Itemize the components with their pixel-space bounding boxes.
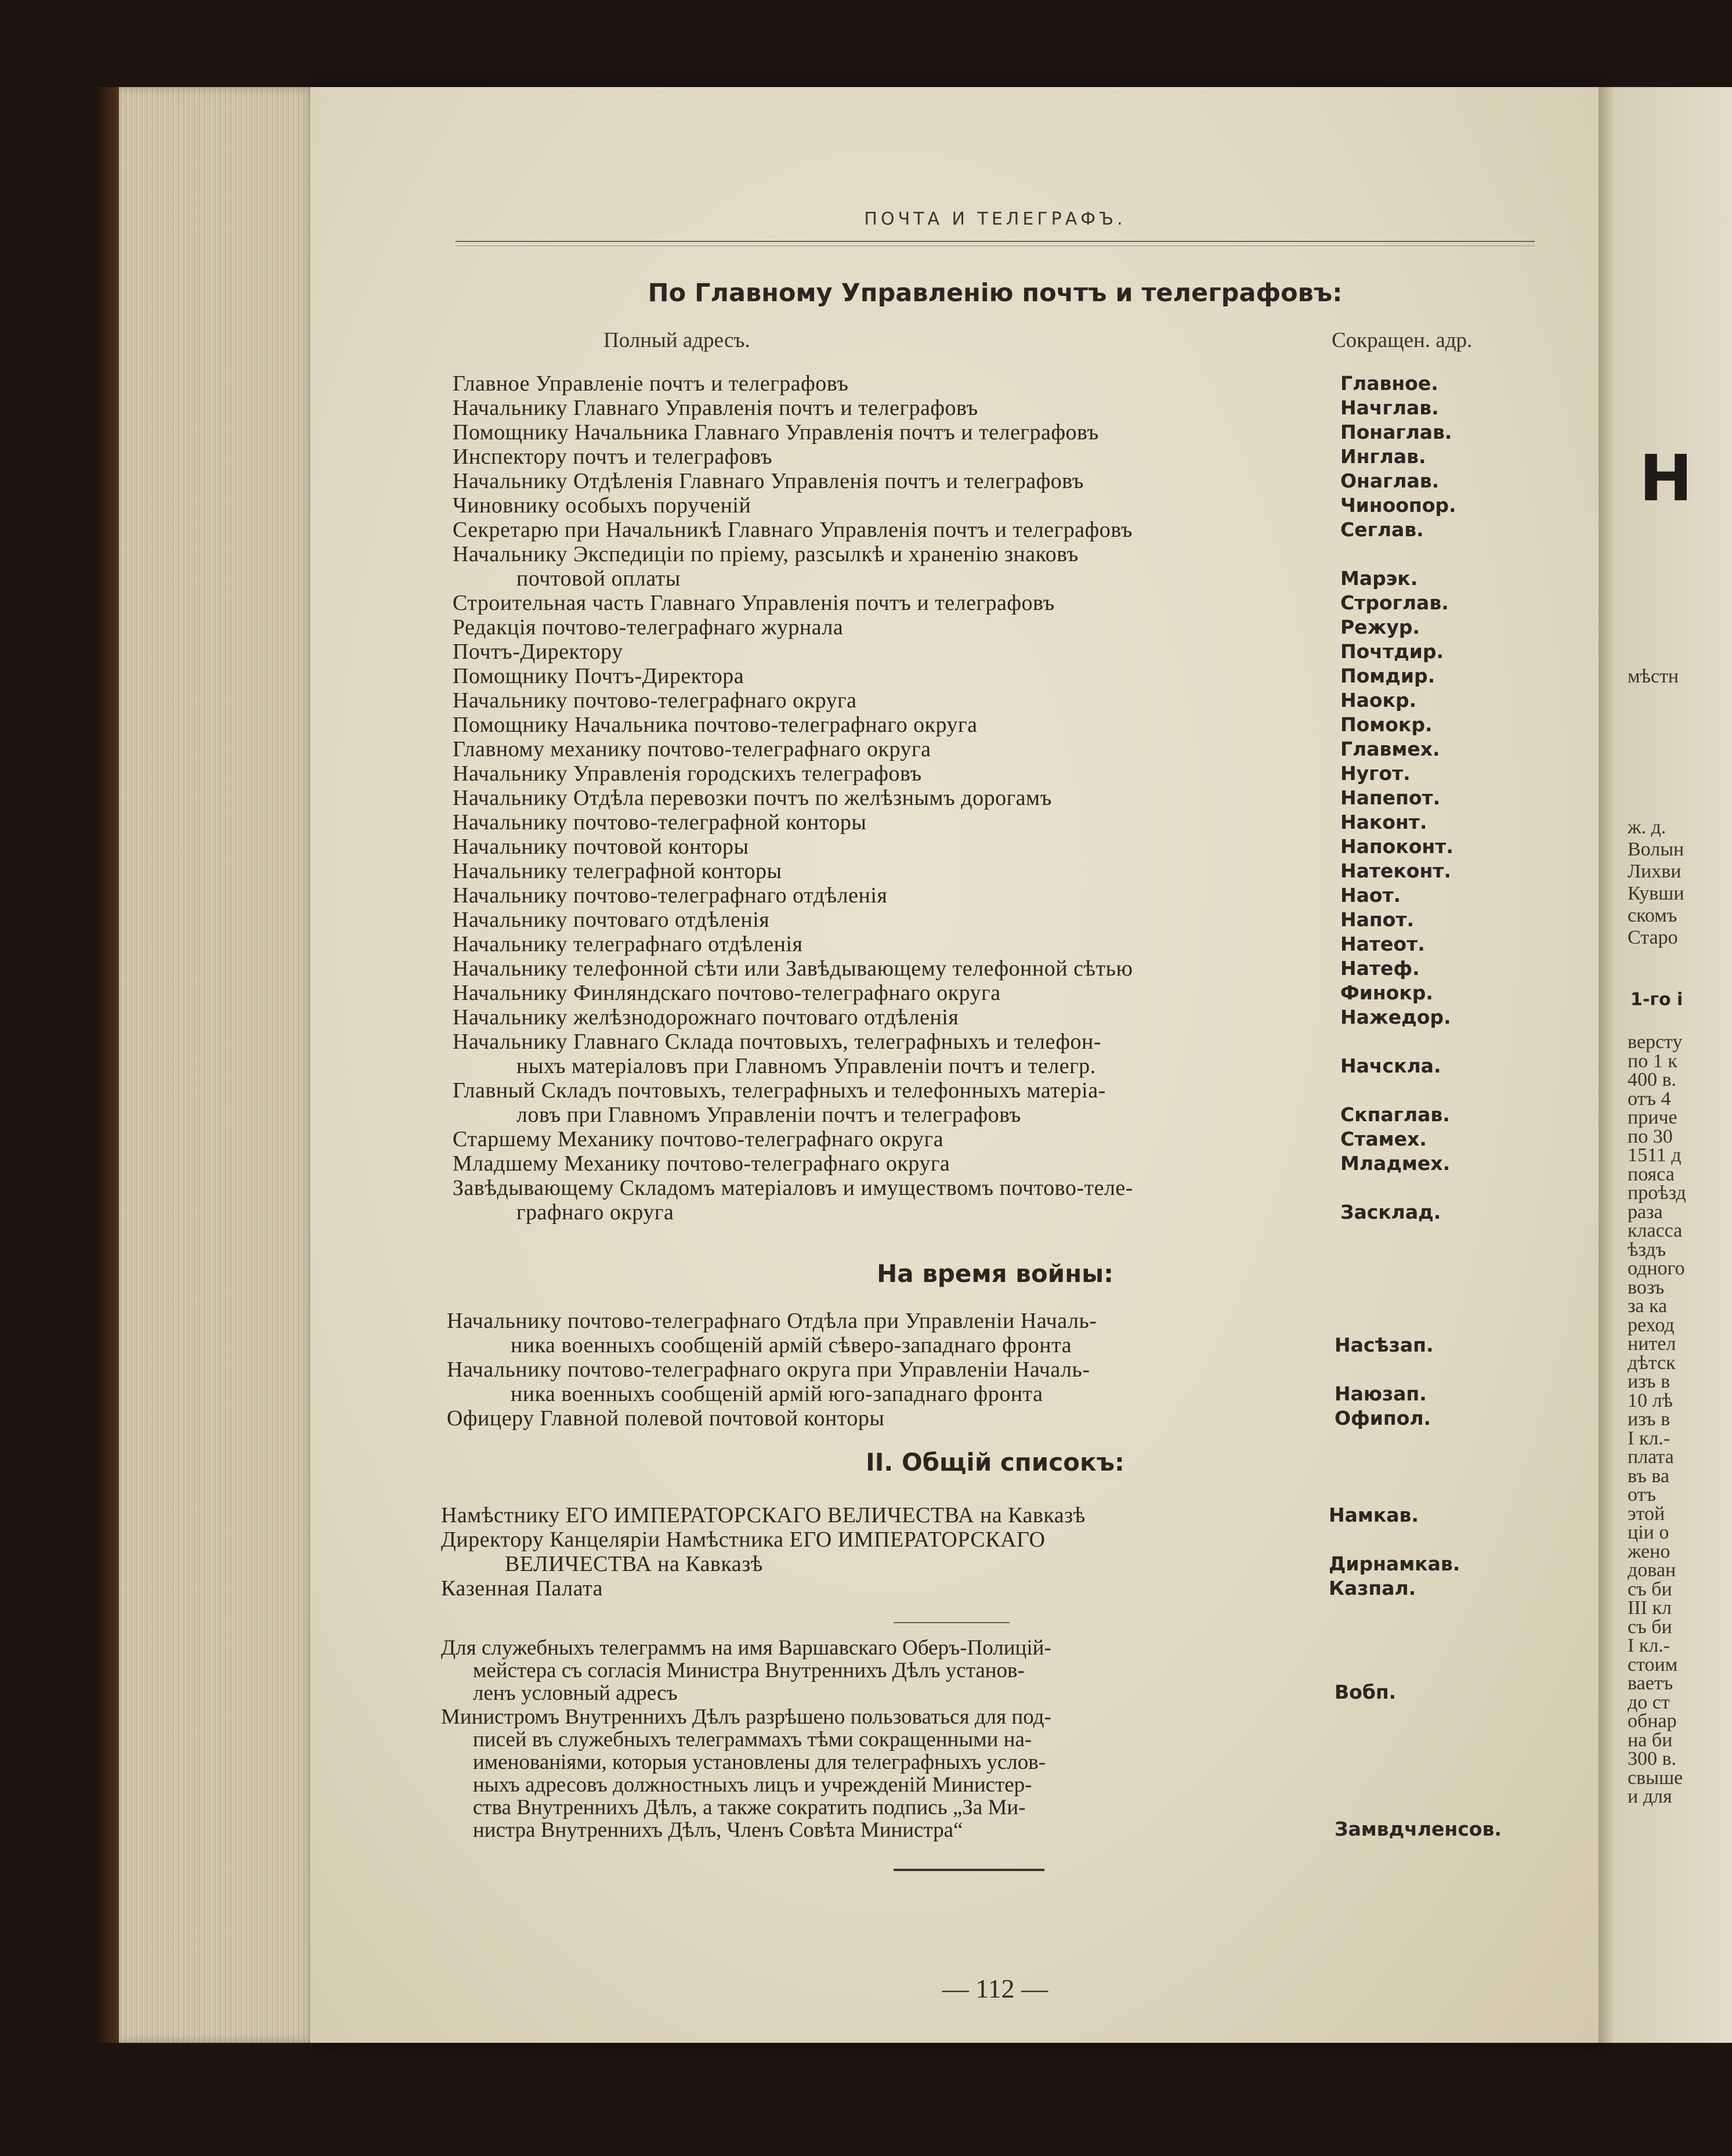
right-page-line: 400 в. xyxy=(1628,1069,1677,1090)
full-address-continuation: почтовой оплаты xyxy=(516,566,681,591)
full-address-text: Начальнику Экспедиціи по пріему, разсылкѣ и храненію знаковъ xyxy=(453,542,1079,566)
address-row xyxy=(453,1005,1543,1030)
full-address-text: Младшему Механику почтово-телеграфнаго округа xyxy=(453,1151,950,1176)
address-row xyxy=(453,761,1543,786)
right-page-line: ціи о xyxy=(1628,1522,1669,1543)
full-address-continuation: ныхъ матеріаловъ при Главномъ Управленіи почтъ и телегр. xyxy=(516,1054,1096,1078)
short-address: Наюзап. xyxy=(1335,1382,1427,1405)
right-page-line: раза xyxy=(1628,1201,1663,1223)
address-row xyxy=(441,1503,1532,1527)
right-page-line: Лихви xyxy=(1628,861,1682,882)
right-page-line: до ст xyxy=(1628,1691,1670,1713)
note-line: ныхъ адресовъ должностныхъ лицъ и учрежденій Министер- xyxy=(473,1773,1032,1797)
address-row xyxy=(453,835,1543,859)
right-page-line: I кл.- xyxy=(1628,1635,1670,1656)
full-address-text: Помощнику Почтъ-Директора xyxy=(453,664,744,688)
note-block xyxy=(441,1706,1532,1841)
full-address xyxy=(453,445,1253,469)
right-page-bold-label: 1-го і xyxy=(1630,989,1683,1010)
section-title-war: На время войны: xyxy=(877,1259,1113,1288)
short-address: Режур. xyxy=(1340,616,1420,638)
short-address: Инглав. xyxy=(1340,445,1426,468)
short-address: Помдир. xyxy=(1340,665,1436,687)
short-address: Стамех. xyxy=(1340,1128,1427,1150)
full-address xyxy=(453,420,1253,445)
full-address-text: Начальнику почтово-телеграфнаго Отдѣла при Управленіи Началь- xyxy=(447,1309,1097,1333)
full-address-text: Начальнику желѣзнодорожнаго почтоваго отдѣленія xyxy=(453,1005,959,1030)
full-address-continuation: графнаго округа xyxy=(516,1200,674,1225)
note-line: мейстера съ согласія Министра Внутреннихъ Дѣлъ установ- xyxy=(473,1659,1025,1682)
full-address xyxy=(453,786,1253,810)
full-address-text: Начальнику телеграфнаго отдѣленія xyxy=(453,932,803,956)
full-address-text: Директору Канцеляріи Намѣстника ЕГО ИМПЕРАТОРСКАГО xyxy=(441,1527,1046,1552)
full-address-continuation: ника военныхъ сообщеній армій сѣверо-западнаго фронта xyxy=(511,1333,1072,1357)
full-address xyxy=(453,859,1253,883)
note-line: ленъ условный адресъ xyxy=(473,1681,678,1705)
address-list-general xyxy=(441,1503,1532,1601)
short-address: Финокр. xyxy=(1340,981,1433,1004)
right-page-line: этой xyxy=(1628,1503,1665,1525)
right-page-line: I кл.- xyxy=(1628,1427,1670,1449)
short-address: Засклад. xyxy=(1340,1201,1441,1223)
full-address-text: Начальнику почтово-телеграфнаго округа xyxy=(453,688,857,713)
full-address-text: Старшему Механику почтово-телеграфнаго округа xyxy=(453,1127,944,1151)
right-page-line: съ би xyxy=(1628,1616,1672,1638)
full-address-text: Начальнику Управленія городскихъ телеграфовъ xyxy=(453,761,922,786)
full-address-text: Начальнику почтово-телеграфной конторы xyxy=(453,810,867,835)
right-page-line: на би xyxy=(1628,1729,1673,1751)
short-address: Вобп. xyxy=(1335,1681,1397,1703)
full-address-text: Главное Управленіе почтъ и телеграфовъ xyxy=(453,371,849,396)
full-address xyxy=(447,1406,1248,1431)
full-address-text: Намѣстнику ЕГО ИМПЕРАТОРСКАГО ВЕЛИЧЕСТВА на Кавказѣ xyxy=(441,1503,1086,1527)
note-line: нистра Внутреннихъ Дѣлъ, Членъ Совѣта Министра“ xyxy=(473,1818,963,1842)
full-address-text: Почтъ-Директору xyxy=(453,640,623,664)
full-address xyxy=(453,1005,1253,1030)
full-address xyxy=(453,737,1253,761)
note-line: Министромъ Внутреннихъ Дѣлъ разрѣшено пользоваться для под- xyxy=(441,1705,1051,1729)
short-address: Натеот. xyxy=(1340,933,1425,955)
address-row xyxy=(453,493,1543,518)
full-address-text: Главному механику почтово-телеграфнаго округа xyxy=(453,737,931,761)
full-address xyxy=(453,493,1253,518)
right-page-line: плата xyxy=(1628,1446,1674,1468)
full-address-text: Начальнику Отдѣленія Главнаго Управленія почтъ и телеграфовъ xyxy=(453,469,1084,493)
full-address xyxy=(453,1078,1253,1127)
right-page-line: жено xyxy=(1628,1540,1670,1562)
full-address xyxy=(453,591,1253,615)
note-line: ства Внутреннихъ Дѣлъ, а также сократить подпись „За Ми- xyxy=(473,1796,1026,1819)
full-address-text: Начальнику телеграфной конторы xyxy=(453,859,782,883)
short-address: Наот. xyxy=(1340,884,1401,907)
right-page-line: класса xyxy=(1628,1220,1683,1241)
left-page xyxy=(310,87,1599,2043)
full-address xyxy=(453,640,1253,664)
page-edges xyxy=(119,87,328,2043)
short-address: Напот. xyxy=(1340,908,1415,931)
short-address: Скпаглав. xyxy=(1340,1103,1450,1126)
full-address xyxy=(453,396,1253,420)
right-page-line: мѣстн xyxy=(1628,666,1679,687)
address-row xyxy=(453,737,1543,761)
right-page-line: проѣзд xyxy=(1628,1182,1686,1204)
full-address xyxy=(453,1030,1253,1078)
address-row xyxy=(453,371,1543,396)
right-page-line: ѣздъ xyxy=(1628,1238,1666,1261)
right-page-line: реход xyxy=(1628,1314,1675,1336)
short-address: Напепот. xyxy=(1340,786,1441,809)
short-address: Начглав. xyxy=(1340,396,1439,419)
address-row xyxy=(453,1151,1543,1176)
right-page-line: 10 лѣ xyxy=(1628,1389,1673,1411)
full-address xyxy=(453,688,1253,713)
section-title-general: II. Общій списокъ: xyxy=(866,1448,1124,1476)
short-address: Нажедор. xyxy=(1340,1006,1451,1028)
address-row xyxy=(447,1309,1538,1357)
address-row xyxy=(453,542,1543,591)
address-list-war xyxy=(447,1309,1538,1431)
address-row xyxy=(453,810,1543,835)
full-address xyxy=(447,1357,1248,1406)
address-row xyxy=(453,859,1543,883)
right-page-line: за ка xyxy=(1628,1295,1668,1317)
address-row xyxy=(453,1176,1543,1225)
full-address xyxy=(453,981,1253,1005)
right-page-line: и для xyxy=(1628,1786,1672,1807)
right-page-line: отъ 4 xyxy=(1628,1088,1671,1110)
full-address-text: Секретарю при Начальникѣ Главнаго Управленія почтъ и телеграфовъ xyxy=(453,518,1133,542)
short-divider xyxy=(894,1622,1010,1623)
right-page-line: дѣтск xyxy=(1628,1352,1676,1374)
address-row xyxy=(453,615,1543,640)
full-address-text: Завѣдывающему Складомъ матеріаловъ и имуществомъ почтово-теле- xyxy=(453,1176,1133,1200)
full-address xyxy=(453,518,1253,542)
short-address: Почтдир. xyxy=(1340,640,1444,663)
running-header: ПОЧТА И ТЕЛЕГРАФЪ. xyxy=(864,209,1126,229)
right-page-line: 300 в. xyxy=(1628,1748,1677,1769)
full-address-continuation: ВЕЛИЧЕСТВА на Кавказѣ xyxy=(505,1552,763,1576)
full-address xyxy=(453,469,1253,493)
short-address: Младмех. xyxy=(1340,1152,1451,1175)
right-page-line: скомъ xyxy=(1628,905,1677,926)
right-page-line: ж. д. xyxy=(1628,817,1666,838)
short-address: Главмех. xyxy=(1340,738,1440,760)
right-page-line: одного xyxy=(1628,1258,1685,1279)
address-row xyxy=(453,1078,1543,1127)
full-address-text: Инспектору почтъ и телеграфовъ xyxy=(453,445,772,469)
full-address-text: Начальнику Финляндскаго почтово-телеграфнаго округа xyxy=(453,981,1001,1005)
full-address-text: Начальнику почтовой конторы xyxy=(453,835,749,859)
short-address: Чиноопор. xyxy=(1340,494,1456,517)
full-address-continuation: ловъ при Главномъ Управленіи почтъ и телеграфовъ xyxy=(516,1103,1021,1127)
full-address xyxy=(453,615,1253,640)
short-address: Онаглав. xyxy=(1340,470,1440,492)
full-address xyxy=(453,1176,1253,1225)
address-row xyxy=(453,664,1543,688)
short-address: Дирнамкав. xyxy=(1329,1552,1460,1575)
address-row xyxy=(441,1527,1532,1576)
address-row xyxy=(453,518,1543,542)
right-page-line: приче xyxy=(1628,1107,1677,1128)
full-address xyxy=(453,664,1253,688)
full-address-text: Начальнику почтово-телеграфнаго округа при Управленіи Началь- xyxy=(447,1357,1090,1382)
right-page-line: возъ xyxy=(1628,1276,1665,1298)
full-address-text: Помощнику Начальника почтово-телеграфнаго округа xyxy=(453,713,978,737)
short-address: Наконт. xyxy=(1340,811,1427,833)
right-page-heading: Н xyxy=(1639,441,1693,515)
right-page-line: 1511 д xyxy=(1628,1144,1682,1166)
full-address xyxy=(453,932,1253,956)
right-page-line: съ би xyxy=(1628,1578,1672,1600)
note-block xyxy=(441,1637,1532,1704)
address-row xyxy=(453,591,1543,615)
full-address-text: Офицеру Главной полевой почтовой конторы xyxy=(447,1406,885,1431)
address-row xyxy=(453,956,1543,981)
full-address-text: Начальнику Отдѣла перевозки почтъ по желѣзнымъ дорогамъ xyxy=(453,786,1052,810)
page-number: — 112 — xyxy=(942,1974,1048,2003)
right-page-line: Волын xyxy=(1628,839,1684,860)
address-row xyxy=(441,1576,1532,1601)
address-row xyxy=(453,908,1543,932)
address-row xyxy=(453,445,1543,469)
full-address-text: Помощнику Начальника Главнаго Управленія почтъ и телеграфовъ xyxy=(453,420,1099,445)
short-address: Понаглав. xyxy=(1340,421,1452,443)
right-page-line: отъ xyxy=(1628,1484,1656,1505)
short-address: Помокр. xyxy=(1340,713,1433,736)
note-line: Для служебныхъ телеграммъ на имя Варшавскаго Оберъ-Полицій- xyxy=(441,1636,1051,1660)
right-page-line: Старо xyxy=(1628,927,1678,948)
end-rule xyxy=(894,1869,1044,1871)
right-page-line: ваетъ xyxy=(1628,1673,1673,1694)
short-address: Сеглав. xyxy=(1340,518,1424,541)
full-address xyxy=(453,1127,1253,1151)
right-page-line: по 30 xyxy=(1628,1125,1673,1147)
short-address: Марэк. xyxy=(1340,567,1418,590)
right-page xyxy=(1599,87,1732,2043)
note-line: писей въ служебныхъ телеграммахъ тѣми сокращенными на- xyxy=(473,1728,1032,1751)
right-page-line: III кл xyxy=(1628,1597,1672,1619)
short-address: Намкав. xyxy=(1329,1504,1419,1526)
full-address-text: Начальнику Главнаго Управленія почтъ и телеграфовъ xyxy=(453,396,978,420)
short-address: Офипол. xyxy=(1335,1407,1431,1429)
full-address-text: Начальнику Главнаго Склада почтовыхъ, телеграфныхъ и телефон- xyxy=(453,1030,1101,1054)
address-list-main xyxy=(453,371,1543,1225)
right-page-line: въ ва xyxy=(1628,1465,1669,1487)
right-page-line: свыше xyxy=(1628,1767,1683,1789)
section-title-main: По Главному Управленію почтъ и телеграфовъ: xyxy=(648,279,1343,308)
full-address xyxy=(453,956,1253,981)
right-page-line: нител xyxy=(1628,1333,1676,1355)
address-row xyxy=(453,1030,1543,1078)
full-address xyxy=(441,1576,1242,1601)
address-row xyxy=(453,640,1543,664)
address-row xyxy=(453,932,1543,956)
address-row xyxy=(453,786,1543,810)
short-address: Начскла. xyxy=(1340,1054,1441,1077)
address-row xyxy=(453,469,1543,493)
right-page-line: пояса xyxy=(1628,1163,1675,1185)
address-row xyxy=(447,1406,1538,1431)
address-row xyxy=(453,688,1543,713)
address-row xyxy=(453,883,1543,908)
short-address: Строглав. xyxy=(1340,591,1449,614)
full-address xyxy=(441,1503,1242,1527)
right-page-line: Кувши xyxy=(1628,883,1684,904)
column-header-short: Сокращен. адр. xyxy=(1332,328,1473,352)
full-address xyxy=(453,1151,1253,1176)
full-address-text: Начальнику телефонной сѣти или Завѣдывающему телефонной сѣтью xyxy=(453,956,1133,981)
short-address: Казпал. xyxy=(1329,1577,1416,1599)
full-address-text: Начальнику почтово-телеграфнаго отдѣленія xyxy=(453,883,888,908)
full-address-text: Редакція почтово-телеграфнаго журнала xyxy=(453,615,844,640)
full-address xyxy=(453,810,1253,835)
full-address-text: Казенная Палата xyxy=(441,1576,603,1601)
short-address: Наокр. xyxy=(1340,689,1417,712)
full-address xyxy=(453,542,1253,591)
header-rule xyxy=(455,241,1535,246)
right-page-line: стоим xyxy=(1628,1653,1678,1675)
full-address xyxy=(453,713,1253,737)
right-page-line: версту xyxy=(1628,1031,1683,1053)
short-address: Насѣзап. xyxy=(1335,1334,1434,1356)
full-address xyxy=(441,1527,1242,1576)
short-address: Напоконт. xyxy=(1340,835,1453,858)
full-address-text: Строительная часть Главнаго Управленія почтъ и телеграфовъ xyxy=(453,591,1055,615)
address-row xyxy=(453,420,1543,445)
full-address xyxy=(453,835,1253,859)
right-page-line: дован xyxy=(1628,1559,1676,1581)
full-address-text: Чиновнику особыхъ порученій xyxy=(453,493,751,518)
note-line: именованіями, которыя установлены для телеграфныхъ услов- xyxy=(473,1750,1046,1774)
short-address: Натеф. xyxy=(1340,957,1420,980)
full-address xyxy=(453,908,1253,932)
address-row xyxy=(453,713,1543,737)
right-page-line: изъ в xyxy=(1628,1409,1670,1430)
full-address-text: Начальнику почтоваго отдѣленія xyxy=(453,908,770,932)
address-row xyxy=(447,1357,1538,1406)
address-row xyxy=(453,981,1543,1005)
full-address-text: Главный Складъ почтовыхъ, телеграфныхъ и телефонныхъ матеріа- xyxy=(453,1078,1106,1103)
full-address xyxy=(453,761,1253,786)
full-address xyxy=(453,883,1253,908)
short-address: Натеконт. xyxy=(1340,859,1451,882)
right-page-line: обнар xyxy=(1628,1710,1677,1732)
short-address: Замвдчленсов. xyxy=(1335,1818,1502,1840)
right-page-line: изъ в xyxy=(1628,1371,1670,1392)
address-row xyxy=(453,1127,1543,1151)
address-row xyxy=(453,396,1543,420)
short-address: Главное. xyxy=(1340,372,1438,395)
short-address: Нугот. xyxy=(1340,762,1411,785)
full-address xyxy=(447,1309,1248,1357)
right-page-line: по 1 к xyxy=(1628,1050,1677,1072)
column-header-full: Полный адресъ. xyxy=(603,328,750,352)
full-address xyxy=(453,371,1253,396)
full-address-continuation: ника военныхъ сообщеній армій юго-западнаго фронта xyxy=(511,1382,1043,1406)
